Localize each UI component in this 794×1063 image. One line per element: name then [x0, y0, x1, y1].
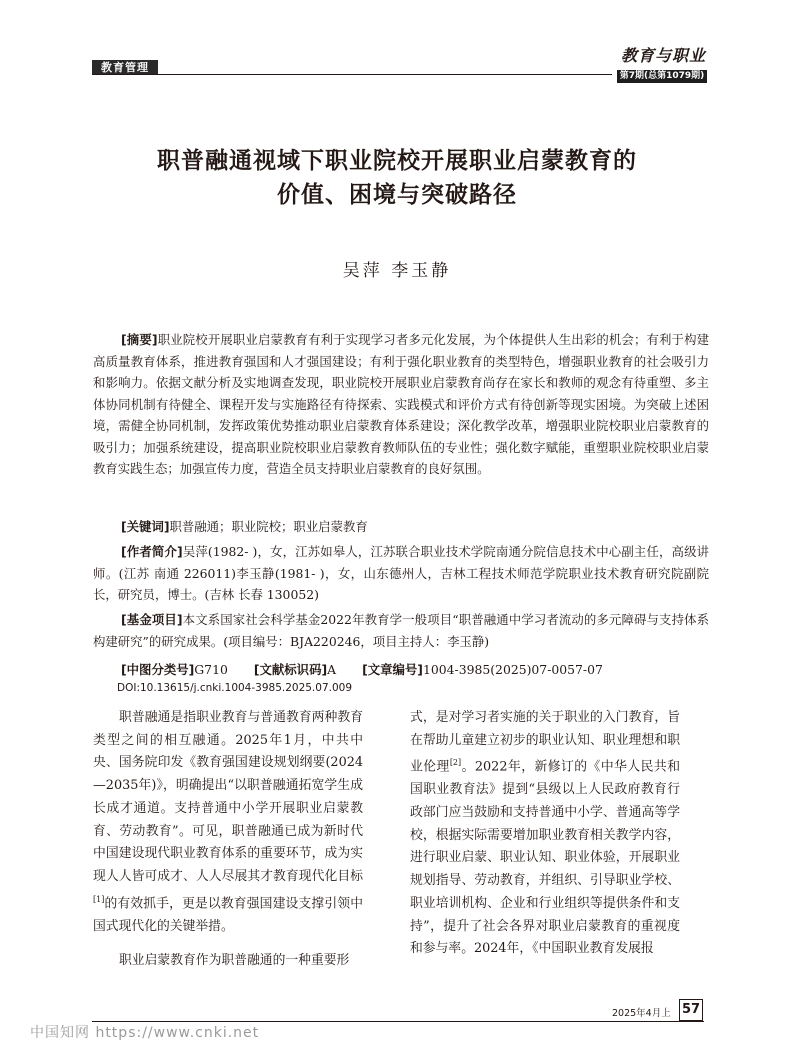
column-tag: 教育管理 — [92, 60, 158, 75]
paper-title-line-1: 职普融通视域下职业院校开展职业启蒙教育的 — [157, 148, 637, 174]
issue-date: 2025年4月上 — [612, 1008, 671, 1019]
keywords-label: [关键词] — [121, 519, 170, 534]
author-info — [93, 541, 709, 606]
body-paragraph — [410, 707, 680, 961]
article-no-label: [文章编号] — [362, 662, 423, 677]
doi: DOI:10.13615/j.cnki.1004-3985.2025.07.009 — [117, 682, 353, 694]
funding-text: 本文系国家社会科学基金2022年教育学一般项目“职普融通中学习者流动的多元障碍与支持体系构建研究”的研究成果。(项目编号：BJA220246，项目主持人：李玉静) — [93, 612, 709, 649]
article-no-value: 1004-3985(2025)07-0057-07 — [422, 662, 603, 677]
journal-name: 教育与职业 — [620, 46, 706, 65]
funding — [93, 609, 709, 652]
page-number: 57 — [679, 999, 703, 1021]
paper-title-line-2: 价值、困境与突破路径 — [277, 182, 517, 208]
classification-row — [93, 659, 737, 681]
body-paragraph — [93, 707, 363, 938]
abstract-label: [摘要] — [121, 332, 158, 347]
journal-issue: 第7期(总第1079期) — [619, 71, 705, 81]
body-paragraph: 职业启蒙教育作为职普融通的一种重要形 — [119, 953, 350, 969]
paragraph-text: 。2022年，新修订的《中华人民共和国职业教育法》提到“县级以上人民政府教育行政部门应当鼓励和支持普通中小学、普通高等学校，根据实际需要增加职业教育相关教学内容，进行职业启蒙、职业认知、职业体验，开展职业规划指导、劳动教育，并组织、引导职业学校、职业培训机构、企业和行业组织等提供条件和支持”，提升了社会各界对职业启蒙教育的重视度和参与率。2024年，《中国职业教育发展报 — [410, 759, 680, 957]
author-info-text: 吴萍(1982- )，女，江苏如皋人，江苏联合职业技术学院南通分院信息技术中心副主任，高级讲师。(江苏 南通 226011)李玉静(1981- )，女，山东德州人，吉林工程技术师范学院职业技术教育研究院副院长，研究员，博士。(吉林 长春 130052) — [93, 544, 710, 602]
author-info-label: [作者简介] — [121, 544, 183, 559]
paragraph-text: 的有效抓手，更是以教育强国建设支撑引领中国式现代化的关键举措。 — [93, 895, 363, 934]
abstract-text: 职业院校开展职业启蒙教育有利于实现学习者多元化发展，为个体提供人生出彩的机会；有利于构建高质量教育体系，推进教育强国和人才强国建设；有利于强化职业教育的类型特色，增强职业教育的社会吸引力和影响力。依据文献分析及实地调查发现，职业院校开展职业启蒙教育尚存在家长和教师的观念有待重塑、多主体协同机制有待健全、课程开发与实施路径有待探索、实践模式和评价方式有待创新等现实困境。为突破上述困境，需健全协同机制，发挥政策优势推动职业启蒙教育体系建设；深化教学改革，增强职业院校职业启蒙教育的吸引力；加强系统建设，提高职业院校职业启蒙教育教师队伍的专业性；强化数字赋能，重塑职业院校职业启蒙教育实践生态；加强宣传力度，营造全员支持职业启蒙教育的良好氛围。 — [93, 332, 710, 476]
body-right-column — [410, 707, 680, 961]
keywords — [93, 516, 737, 538]
cnki-watermark: 中国知网 https://www.cnki.net — [30, 1025, 260, 1041]
doc-code-value: A — [327, 662, 337, 677]
abstract — [93, 329, 709, 480]
keywords-text: 职普融通；职业院校；职业启蒙教育 — [169, 519, 368, 534]
citation-ref: [1] — [93, 894, 105, 904]
body-left-column — [93, 707, 363, 973]
header-rule — [92, 74, 612, 75]
paragraph-text: 职普融通是指职业教育与普通教育两种教育类型之间的相互融通。2025年1月，中共中央、国务院印发《教育强国建设规划纲要(2024—2035年)》，明确提出“以职普融通拓宽学生成长成才通道。支持普通中小学开展职业启蒙教育、劳动教育”。可见，职普融通已成为新时代中国建设现代职业教育体系的重要环节，成为实现人人皆可成才、人人尽展其才教育现代化目标 — [93, 710, 363, 884]
doc-code-label: [文献标识码] — [253, 662, 328, 677]
clc-value: G710 — [194, 662, 228, 677]
authors: 吴萍 李玉静 — [342, 261, 452, 281]
citation-ref: [2] — [449, 758, 462, 768]
funding-label: [基金项目] — [121, 612, 183, 627]
clc-label: [中图分类号] — [121, 662, 195, 677]
paragraph-text: 式，是对学习者实施的关于职业的入门教育，旨在帮助儿童建立初步的职业认知、职业理想和职业伦理 — [410, 710, 680, 775]
